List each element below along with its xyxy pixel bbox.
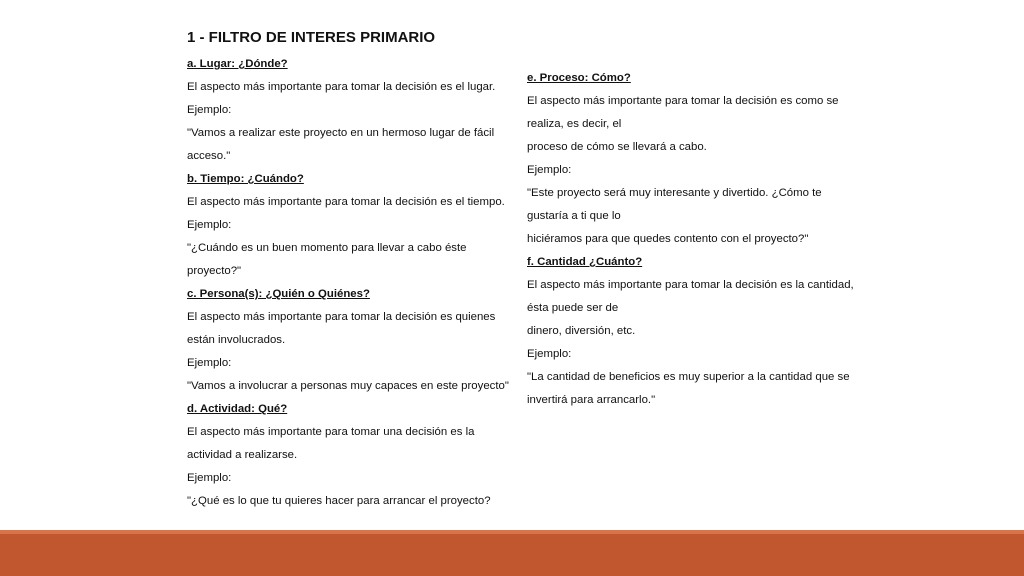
body-text-line: "Vamos a realizar este proyecto en un hermoso lugar de fácil [187,127,495,139]
body-text-line: El aspecto más importante para tomar la decisión es quienes [187,311,496,323]
section-heading: c. Persona(s): ¿Quién o Quiénes? [187,288,370,300]
section-heading: a. Lugar: ¿Dónde? [187,58,288,70]
left-column [187,53,525,513]
body-text-line: Ejemplo: [187,104,232,116]
body-text-line: El aspecto más importante para tomar la decisión es como se [527,95,839,107]
body-text-line: Ejemplo: [527,164,572,176]
section-heading: f. Cantidad ¿Cuánto? [527,256,643,268]
body-text-line: actividad a realizarse. [187,449,298,461]
body-text-line: proyecto?" [187,265,242,277]
body-text-line: ésta puede ser de [527,302,619,314]
body-text-line: "Vamos a involucrar a personas muy capaces en este proyecto" [187,380,509,392]
body-text-line: están involucrados. [187,334,286,346]
body-text-line: El aspecto más importante para tomar la decisión es la cantidad, [527,279,854,291]
body-text-line: El aspecto más importante para tomar una decisión es la [187,426,475,438]
section-heading: b. Tiempo: ¿Cuándo? [187,173,304,185]
body-text-line: proceso de cómo se llevará a cabo. [527,141,707,153]
slide-title: 1 - FILTRO DE INTERES PRIMARIO [187,29,436,46]
body-text-line: invertirá para arrancarlo." [527,394,656,406]
body-text-line: gustaría a ti que lo [527,210,621,222]
body-text-line: El aspecto más importante para tomar la decisión es el tiempo. [187,196,505,208]
body-text-line: Ejemplo: [187,472,232,484]
body-text-line: El aspecto más importante para tomar la decisión es el lugar. [187,81,496,93]
body-text-line: realiza, es decir, el [527,118,622,130]
body-text-line: "¿Qué es lo que tu quieres hacer para arrancar el proyecto? [187,495,491,507]
bottom-decorative-band [0,530,1024,576]
body-text-line: Ejemplo: [527,348,572,360]
section-heading: d. Actividad: Qué? [187,403,288,415]
body-text-line: Ejemplo: [187,357,232,369]
right-column [527,67,872,412]
section-heading: e. Proceso: Cómo? [527,72,631,84]
body-text-line: dinero, diversión, etc. [527,325,636,337]
body-text-line: Ejemplo: [187,219,232,231]
body-text-line: "¿Cuándo es un buen momento para llevar a cabo éste [187,242,467,254]
bottom-band-highlight [0,530,1024,534]
body-text-line: "Este proyecto será muy interesante y divertido. ¿Cómo te [527,187,822,199]
body-text-line: "La cantidad de beneficios es muy superior a la cantidad que se [527,371,850,383]
body-text-line: acceso." [187,150,231,162]
body-text-line: hiciéramos para que quedes contento con el proyecto?" [527,233,809,245]
